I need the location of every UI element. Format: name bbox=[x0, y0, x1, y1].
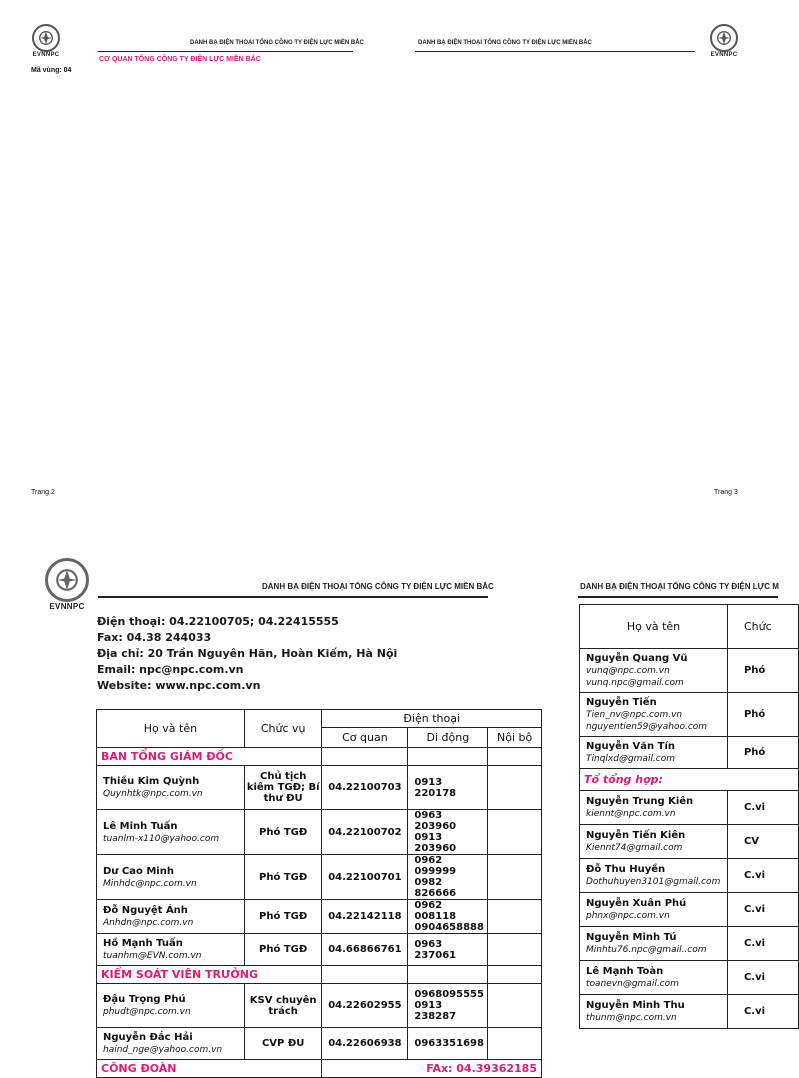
office-phone: 04.22100703 bbox=[322, 766, 408, 810]
contact-website: Website: www.npc.com.vn bbox=[97, 679, 261, 692]
table-row bbox=[580, 859, 799, 893]
org-title: CƠ QUAN TỔNG CÔNG TY ĐIỆN LỰC MIỀN BẮC bbox=[99, 56, 261, 63]
table-row bbox=[580, 825, 799, 859]
table-row bbox=[580, 737, 799, 769]
lower-logo bbox=[45, 558, 89, 611]
person-email: phnx@npc.com.vn bbox=[586, 911, 670, 921]
person-email: tuanhm@EVN.com.vn bbox=[103, 951, 202, 961]
footer-fax: FAx: 04.39362185 bbox=[322, 1060, 542, 1078]
table-row bbox=[97, 810, 542, 855]
name-cell bbox=[580, 791, 728, 825]
person-email: Minhdc@npc.com.vn bbox=[103, 878, 197, 889]
directory-table-body bbox=[97, 748, 542, 1078]
name-cell bbox=[580, 961, 728, 995]
logo-text: EVNNPC bbox=[49, 602, 85, 611]
lower-header-rule bbox=[98, 596, 488, 598]
contact-phone: Điện thoại: 04.22100705; 04.22415555 bbox=[97, 615, 339, 628]
person-email: vunq@npc.com.vn vunq.npc@gmail.com bbox=[586, 666, 684, 688]
upper-left-logo bbox=[32, 24, 60, 58]
person-email: toanevn@gmail.com bbox=[586, 979, 679, 989]
role-cell: Phó bbox=[727, 649, 798, 693]
area-code: Mã vùng: 04 bbox=[31, 67, 72, 74]
empty-cell bbox=[488, 748, 542, 766]
section-row bbox=[580, 769, 799, 791]
table-row bbox=[580, 961, 799, 995]
section-title: Tổ tổng hợp: bbox=[580, 769, 799, 791]
col-header-mobile: Di động bbox=[408, 728, 488, 748]
table-row bbox=[580, 995, 799, 1029]
lower-header-title: DANH BẠ ĐIỆN THOẠI TỔNG CÔNG TY ĐIỆN LỰC MIỀN BẮC bbox=[262, 582, 494, 591]
mobile-phone: 0913 220178 bbox=[408, 766, 488, 810]
name-cell bbox=[580, 737, 728, 769]
header-rule-right bbox=[415, 51, 695, 52]
role-cell: CV bbox=[727, 825, 798, 859]
office-phone: 04.22602955 bbox=[322, 984, 408, 1028]
name-cell bbox=[580, 859, 728, 893]
name-cell bbox=[97, 934, 245, 966]
person-name: Nguyễn Quang Vũ bbox=[586, 653, 688, 664]
header-rule-left bbox=[98, 51, 353, 52]
directory-table bbox=[96, 709, 542, 1078]
internal-phone bbox=[488, 900, 542, 934]
table-row bbox=[580, 927, 799, 961]
role-cell: Phó TGĐ bbox=[244, 855, 322, 900]
person-name: Đậu Trọng Phú bbox=[103, 994, 186, 1005]
col-header-phone: Điện thoại bbox=[322, 710, 542, 728]
evnnpc-logo-icon bbox=[45, 558, 89, 602]
person-name: Nguyễn Đắc Hải bbox=[103, 1032, 193, 1043]
person-email: kiennt@npc.com.vn bbox=[586, 809, 676, 819]
name-cell bbox=[97, 900, 245, 934]
evnnpc-logo-icon bbox=[32, 24, 60, 52]
person-email: Dothuhuyen3101@gmail.com bbox=[586, 877, 721, 887]
name-cell bbox=[97, 1028, 245, 1060]
internal-phone bbox=[488, 766, 542, 810]
section-row bbox=[97, 748, 542, 766]
mobile-phone: 0963 203960 0913 203960 bbox=[408, 810, 488, 855]
page-number-left: Trang 2 bbox=[31, 489, 55, 496]
internal-phone bbox=[488, 810, 542, 855]
contact-block bbox=[97, 614, 397, 694]
role-cell: Phó TGĐ bbox=[244, 900, 322, 934]
name-cell bbox=[580, 927, 728, 961]
table-row bbox=[97, 984, 542, 1028]
name-cell bbox=[580, 693, 728, 737]
contact-address: Địa chỉ: 20 Trần Nguyên Hãn, Hoàn Kiếm, Hà Nội bbox=[97, 647, 398, 660]
person-name: Dư Cao Minh bbox=[103, 865, 174, 877]
person-name: Đỗ Thu Huyền bbox=[586, 864, 666, 875]
header-title-right: DANH BẠ ĐIỆN THOẠI TỔNG CÔNG TY ĐIỆN LỰC MIỀN BẮC bbox=[418, 40, 592, 46]
person-name: Lê Minh Tuấn bbox=[103, 820, 178, 832]
role-cell: C.vi bbox=[727, 893, 798, 927]
col-header-office: Cơ quan bbox=[322, 728, 408, 748]
person-email: Minhtu76.npc@gmail..com bbox=[586, 945, 707, 955]
mobile-phone: 0963351698 bbox=[408, 1028, 488, 1060]
mobile-phone: 0962 099999 0982 826666 bbox=[408, 855, 488, 900]
person-name: Nguyễn Xuân Phú bbox=[586, 898, 687, 909]
mobile-phone: 0963 237061 bbox=[408, 934, 488, 966]
internal-phone bbox=[488, 984, 542, 1028]
person-name: Lê Mạnh Toàn bbox=[586, 966, 664, 977]
name-cell bbox=[580, 649, 728, 693]
name-cell bbox=[580, 825, 728, 859]
office-phone: 04.66866761 bbox=[322, 934, 408, 966]
person-name: Nguyễn Trung Kiên bbox=[586, 796, 694, 807]
person-email: Tien_nv@npc.com.vn nguyentien59@yahoo.com bbox=[586, 710, 708, 732]
empty-cell bbox=[322, 748, 408, 766]
office-phone: 04.22100702 bbox=[322, 810, 408, 855]
role-cell: C.vi bbox=[727, 995, 798, 1029]
role-cell: CVP ĐU bbox=[244, 1028, 322, 1060]
internal-phone bbox=[488, 855, 542, 900]
internal-phone bbox=[488, 934, 542, 966]
page-number-right: Trang 3 bbox=[714, 489, 738, 496]
name-cell bbox=[97, 855, 245, 900]
role-cell: C.vi bbox=[727, 791, 798, 825]
empty-cell bbox=[408, 748, 488, 766]
table-row bbox=[580, 649, 799, 693]
header-title-left: DANH BẠ ĐIỆN THOẠI TỔNG CÔNG TY ĐIỆN LỰC MIỀN BẮC bbox=[190, 40, 364, 46]
col-header-internal: Nội bộ bbox=[488, 728, 542, 748]
table-row bbox=[97, 1028, 542, 1060]
logo-text: EVNNPC bbox=[32, 52, 60, 58]
right-col-header-role: Chức bbox=[727, 605, 798, 649]
contact-fax: Fax: 04.38 244033 bbox=[97, 631, 212, 644]
section-title: BAN TỔNG GIÁM ĐỐC bbox=[97, 748, 322, 766]
person-name: Nguyễn Tiến Kiên bbox=[586, 830, 686, 841]
person-email: haind_nge@yahoo.com.vn bbox=[103, 1045, 223, 1055]
table-row bbox=[580, 893, 799, 927]
role-cell: C.vi bbox=[727, 961, 798, 995]
name-cell bbox=[97, 810, 245, 855]
role-cell: Phó TGĐ bbox=[244, 810, 322, 855]
contact-email: Email: npc@npc.com.vn bbox=[97, 663, 244, 676]
name-cell bbox=[97, 984, 245, 1028]
role-cell: C.vi bbox=[727, 927, 798, 961]
mobile-phone: 0968095555 0913 238287 bbox=[408, 984, 488, 1028]
person-email: Kiennt74@gmail.com bbox=[586, 843, 683, 853]
mobile-phone: 0962 008118 0904658888 bbox=[408, 900, 488, 934]
table-row bbox=[97, 900, 542, 934]
role-cell: Phó TGĐ bbox=[244, 934, 322, 966]
person-name: Hồ Mạnh Tuấn bbox=[103, 938, 183, 949]
person-email: tuanlm-x110@yahoo.com bbox=[103, 833, 220, 844]
table-row bbox=[97, 934, 542, 966]
footer-row bbox=[97, 1060, 542, 1078]
table-row bbox=[97, 766, 542, 810]
person-email: Anhdn@npc.com.vn bbox=[103, 918, 194, 928]
office-phone: 04.22142118 bbox=[322, 900, 408, 934]
role-cell: C.vi bbox=[727, 859, 798, 893]
col-header-role: Chức vụ bbox=[244, 710, 322, 748]
person-name: Nguyễn Văn Tín bbox=[586, 741, 676, 752]
table-row bbox=[580, 693, 799, 737]
right-header-rule bbox=[578, 596, 778, 598]
person-email: Quynhtk@npc.com.vn bbox=[103, 789, 203, 799]
person-email: Tinqlxd@gmail.com bbox=[586, 754, 676, 764]
person-name: Nguyễn Minh Thu bbox=[586, 1000, 685, 1011]
table-row bbox=[97, 855, 542, 900]
evnnpc-logo-icon bbox=[710, 24, 738, 52]
person-email: thunm@npc.com.vn bbox=[586, 1013, 677, 1023]
empty-cell bbox=[488, 966, 542, 984]
role-cell: Chủ tịch kiêm TGĐ; Bí thư ĐU bbox=[244, 766, 322, 810]
person-name: Đỗ Nguyệt Ánh bbox=[103, 905, 188, 916]
right-header-title: DANH BẠ ĐIỆN THOẠI TỔNG CÔNG TY ĐIỆN LỰC M bbox=[580, 582, 779, 591]
col-header-name: Họ và tên bbox=[97, 710, 245, 748]
internal-phone bbox=[488, 1028, 542, 1060]
empty-cell bbox=[322, 966, 408, 984]
name-cell bbox=[580, 995, 728, 1029]
empty-cell bbox=[408, 966, 488, 984]
section-title: KIỂM SOÁT VIÊN TRƯỞNG bbox=[97, 966, 322, 984]
role-cell: KSV chuyên trách bbox=[244, 984, 322, 1028]
role-cell: Phó bbox=[727, 737, 798, 769]
person-name: Thiều Kim Quỳnh bbox=[103, 776, 200, 787]
person-name: Nguyễn Tiến bbox=[586, 697, 657, 708]
right-col-header-name: Họ và tên bbox=[580, 605, 728, 649]
section-title: CÔNG ĐOÀN bbox=[97, 1060, 322, 1078]
logo-text: EVNNPC bbox=[710, 52, 738, 58]
name-cell bbox=[97, 766, 245, 810]
section-row bbox=[97, 966, 542, 984]
name-cell bbox=[580, 893, 728, 927]
person-email: phudt@npc.com.vn bbox=[103, 1007, 191, 1017]
office-phone: 04.22100701 bbox=[322, 855, 408, 900]
office-phone: 04.22606938 bbox=[322, 1028, 408, 1060]
upper-right-logo bbox=[710, 24, 738, 58]
right-directory-table bbox=[579, 604, 799, 1029]
table-row bbox=[580, 791, 799, 825]
right-directory-table-body bbox=[580, 649, 799, 1029]
person-name: Nguyễn Minh Tú bbox=[586, 932, 677, 943]
role-cell: Phó bbox=[727, 693, 798, 737]
